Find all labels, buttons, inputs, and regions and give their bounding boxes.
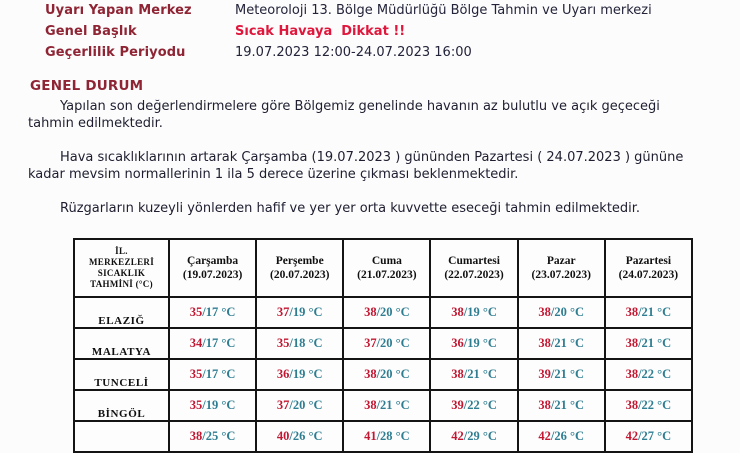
temp-cell bbox=[169, 297, 256, 328]
table-row bbox=[74, 359, 692, 390]
temp-max: 42 bbox=[625, 429, 639, 443]
temp-max: 36 bbox=[451, 336, 464, 350]
day-date: (24.07.2023) bbox=[618, 269, 679, 281]
temp-max: 39 bbox=[538, 367, 551, 381]
temp-cell bbox=[343, 421, 430, 452]
temp-max: 38 bbox=[538, 336, 551, 350]
temp-cell bbox=[343, 390, 430, 421]
temp-min: /22 °C bbox=[463, 398, 497, 412]
temp-cell bbox=[605, 359, 692, 390]
temp-max: 42 bbox=[451, 429, 464, 443]
temp-cell bbox=[343, 328, 430, 359]
temp-min: /21 °C bbox=[638, 305, 672, 319]
temp-min: /20 °C bbox=[550, 305, 585, 319]
temp-min: /26 °C bbox=[550, 429, 585, 443]
day-name: Çarşamba bbox=[187, 255, 239, 267]
temp-min: /21 °C bbox=[463, 367, 497, 381]
temp-max: 38 bbox=[538, 305, 551, 319]
temp-max: 37 bbox=[364, 336, 377, 350]
day-name: Cumartesi bbox=[448, 255, 500, 267]
temp-max: 38 bbox=[538, 398, 551, 412]
temp-max: 36 bbox=[276, 367, 290, 381]
temp-min: /19 °C bbox=[289, 305, 323, 319]
temp-min: /28 °C bbox=[376, 429, 410, 443]
temp-max: 38 bbox=[364, 367, 377, 381]
paragraph: Rüzgarların kuzeyli yönlerden hafif ve yer yer orta kuvvette eseceği tahmin edilmektedir. bbox=[60, 201, 641, 216]
temp-max: 35 bbox=[189, 398, 203, 412]
temp-min: /20 °C bbox=[289, 398, 323, 412]
city-column-header bbox=[74, 239, 169, 297]
temp-cell bbox=[430, 328, 517, 359]
temp-cell bbox=[605, 390, 692, 421]
temp-min: /21 °C bbox=[376, 398, 410, 412]
temp-cell bbox=[518, 421, 605, 452]
temp-min: /21 °C bbox=[550, 367, 585, 381]
temp-min: /17 °C bbox=[202, 305, 236, 319]
city-cell: BİNGÖL bbox=[74, 390, 169, 421]
temp-cell bbox=[518, 297, 605, 328]
temp-cell bbox=[605, 421, 692, 452]
temp-cell bbox=[256, 421, 343, 452]
day-name: Perşembe bbox=[275, 255, 324, 267]
temp-max: 37 bbox=[276, 398, 290, 412]
temp-min: /18 °C bbox=[289, 336, 323, 350]
temperature-forecast-table bbox=[73, 238, 693, 453]
temp-max: 38 bbox=[625, 336, 639, 350]
temp-min: /17 °C bbox=[202, 367, 236, 381]
temp-max: 34 bbox=[189, 336, 203, 350]
temp-max: 35 bbox=[189, 367, 203, 381]
temp-min: /27 °C bbox=[638, 429, 672, 443]
temp-max: 35 bbox=[189, 305, 203, 319]
temp-cell bbox=[343, 359, 430, 390]
temp-max: 38 bbox=[625, 398, 639, 412]
table-row bbox=[74, 297, 692, 328]
temp-cell bbox=[169, 328, 256, 359]
temp-min: /22 °C bbox=[638, 367, 672, 381]
paragraph: Yapılan son değerlendirmelere göre Bölgemiz genelinde havanın az bulutlu ve açık geçeceği tahmin edilmektedir. bbox=[28, 99, 660, 131]
general-status-paragraphs bbox=[28, 98, 698, 217]
temp-cell bbox=[169, 421, 256, 452]
city-cell: ELAZIĞ bbox=[74, 297, 169, 328]
temp-max: 37 bbox=[276, 305, 290, 319]
temp-min: /21 °C bbox=[638, 336, 672, 350]
temp-max: 42 bbox=[538, 429, 551, 443]
temp-min: /29 °C bbox=[463, 429, 497, 443]
city-column-header-line: İL. bbox=[115, 246, 128, 256]
temp-max: 38 bbox=[451, 305, 464, 319]
city-column-header-line: TAHMİNİ (°C) bbox=[90, 279, 153, 289]
temp-cell bbox=[256, 297, 343, 328]
temp-cell bbox=[518, 390, 605, 421]
temp-min: /20 °C bbox=[376, 367, 410, 381]
temp-cell bbox=[256, 328, 343, 359]
city-cell bbox=[74, 421, 169, 452]
temp-max: 38 bbox=[189, 429, 203, 443]
temp-min: /20 °C bbox=[376, 305, 410, 319]
temp-max: 38 bbox=[364, 305, 377, 319]
temp-max: 38 bbox=[451, 367, 464, 381]
temp-max: 38 bbox=[625, 305, 639, 319]
temp-min: /21 °C bbox=[550, 336, 585, 350]
table-row bbox=[74, 390, 692, 421]
temp-cell bbox=[518, 359, 605, 390]
general-status-heading: GENEL DURUM bbox=[30, 78, 144, 94]
day-date: (21.07.2023) bbox=[357, 269, 417, 281]
temp-max: 38 bbox=[364, 398, 377, 412]
temp-cell bbox=[430, 297, 517, 328]
meta-label: Geçerlilik Periyodu bbox=[45, 45, 186, 60]
day-header-cell bbox=[518, 239, 605, 297]
day-date: (22.07.2023) bbox=[444, 269, 504, 281]
meta-label: Uyarı Yapan Merkez bbox=[45, 3, 192, 18]
day-header-cell bbox=[430, 239, 517, 297]
temp-cell bbox=[518, 328, 605, 359]
temp-cell bbox=[430, 359, 517, 390]
meta-value: 19.07.2023 12:00-24.07.2023 16:00 bbox=[235, 45, 472, 60]
temp-min: /19 °C bbox=[289, 367, 323, 381]
temp-min: /17 °C bbox=[202, 336, 236, 350]
day-date: (20.07.2023) bbox=[270, 269, 330, 281]
temp-min: /19 °C bbox=[463, 305, 497, 319]
temp-min: /19 °C bbox=[202, 398, 236, 412]
temp-cell bbox=[256, 359, 343, 390]
temp-cell bbox=[430, 390, 517, 421]
temp-cell bbox=[430, 421, 517, 452]
temp-max: 40 bbox=[276, 429, 290, 443]
temp-cell bbox=[343, 297, 430, 328]
city-column-header-line: SICAKLIK bbox=[97, 268, 146, 278]
temp-min: /22 °C bbox=[638, 398, 672, 412]
temp-min: /26 °C bbox=[289, 429, 323, 443]
city-column-header-line: MERKEZLERİ bbox=[88, 257, 154, 267]
temp-cell bbox=[605, 297, 692, 328]
temp-cell bbox=[605, 328, 692, 359]
day-date: (19.07.2023) bbox=[182, 269, 243, 281]
day-header-cell bbox=[343, 239, 430, 297]
meta-label: Genel Başlık bbox=[45, 24, 137, 39]
day-header-cell bbox=[605, 239, 692, 297]
temp-max: 41 bbox=[364, 429, 377, 443]
temp-max: 35 bbox=[276, 336, 290, 350]
day-header-cell bbox=[169, 239, 256, 297]
day-name: Pazar bbox=[546, 255, 576, 267]
day-name: Pazartesi bbox=[625, 255, 672, 267]
temp-min: /21 °C bbox=[550, 398, 585, 412]
bulletin-meta-block bbox=[0, 0, 740, 60]
temp-min: /25 °C bbox=[202, 429, 236, 443]
temp-min: /19 °C bbox=[463, 336, 497, 350]
temp-max: 38 bbox=[625, 367, 639, 381]
meta-value-alert: Sıcak Havaya Dikkat !! bbox=[235, 24, 406, 39]
forecast-header-row bbox=[74, 239, 692, 297]
day-header-cell bbox=[256, 239, 343, 297]
paragraph: Hava sıcaklıklarının artarak Çarşamba (19.07.2023 ) gününden Pazartesi ( 24.07.2023 ) gününe kadar mevsim normallerinin 1 ila 5 derece üzerine çıkması beklenmektedir. bbox=[28, 150, 684, 182]
table-row bbox=[74, 421, 692, 452]
city-cell: MALATYA bbox=[74, 328, 169, 359]
temp-max: 39 bbox=[451, 398, 464, 412]
meta-value: Meteoroloji 13. Bölge Müdürlüğü Bölge Tahmin ve Uyarı merkezi bbox=[235, 3, 652, 18]
table-row bbox=[74, 328, 692, 359]
temp-cell bbox=[169, 390, 256, 421]
day-name: Cuma bbox=[371, 255, 402, 267]
temp-min: /20 °C bbox=[376, 336, 410, 350]
temp-cell bbox=[256, 390, 343, 421]
day-date: (23.07.2023) bbox=[531, 269, 591, 281]
temp-cell bbox=[169, 359, 256, 390]
city-cell: TUNCELİ bbox=[74, 359, 169, 390]
